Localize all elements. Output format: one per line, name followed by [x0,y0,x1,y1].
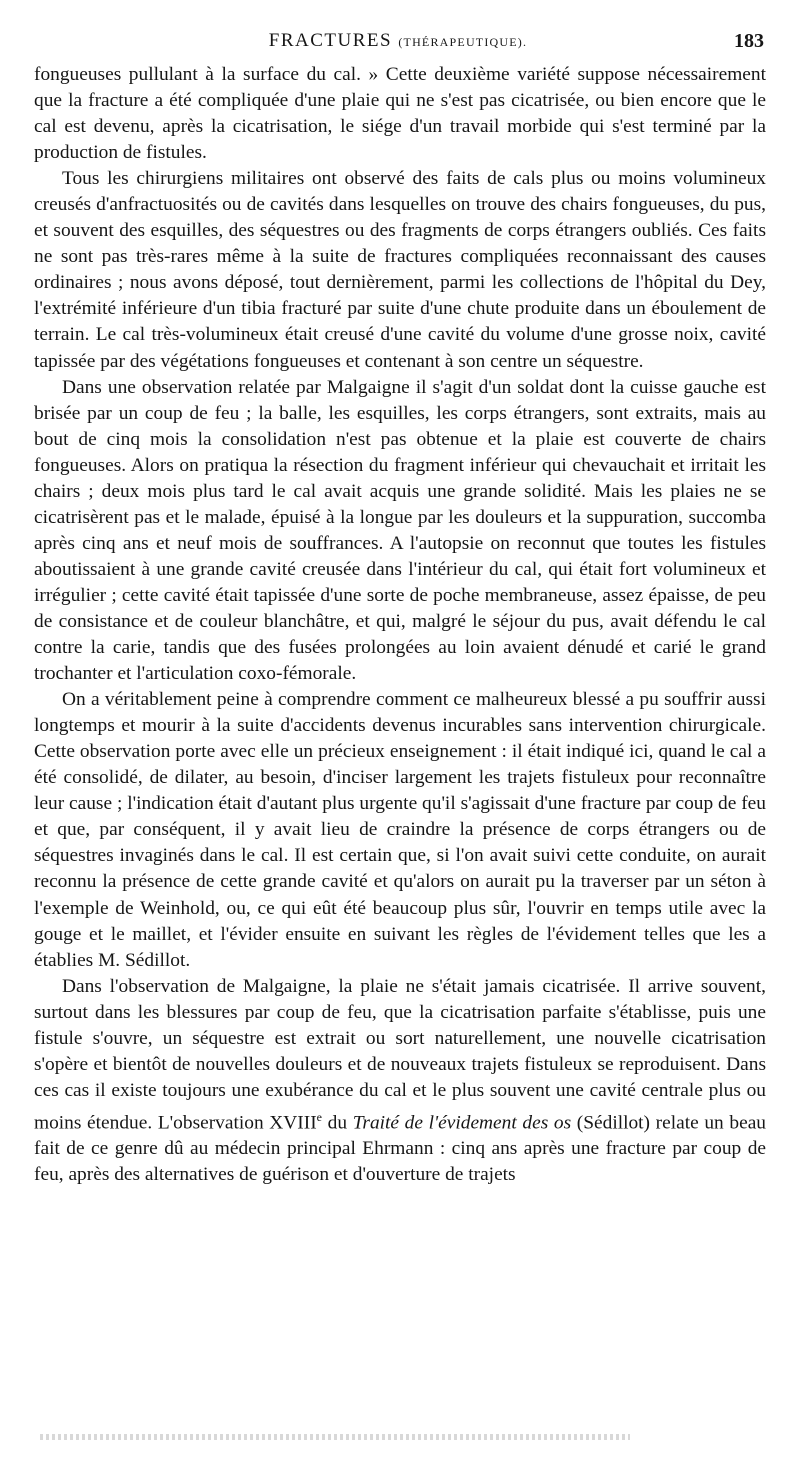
book-title: Traité de l'évidement des os [352,1112,572,1134]
paragraph-text: du [322,1112,353,1134]
paragraph-continued: fongueuses pullulant à la surface du cal. » Cette deuxième variété suppose nécessairement que la fracture a été compliquée d'une plaie qui ne s'est pas cicatrisée, ou bien encore que le cal est devenu, après la cicatrisation, le siége d'un travail morbide qui s'est terminé par la production de fistules. [34,64,766,164]
running-title [32,30,764,52]
page-number: 183 [734,30,764,52]
running-title-main: FRACTURES [268,30,393,51]
paragraph-text: Dans l'observation de Malgaigne, la plaie ne s'était jamais cicatrisée. Il arrive souvent, surtout dans les blessures par coup de feu, que la cicatrisation parfaite s'établisse, puis une fistule s'ouvre, un séquestre est extrait ou sort naturellement, une nouvelle cicatrisation s'opère et bientôt de nouvelles douleurs et de nouveaux trajets fistuleux se reproduisent. Dans ces cas il existe toujours une exubérance du cal et le plus souvent une cavité centrale plus ou moins étendue. L'observation XVIII [34,975,766,1134]
bleed-through-trace [40,1434,630,1440]
paragraph-last [34,974,766,1189]
ordinal-suffix: e [316,1109,322,1124]
paragraph: On a véritablement peine à comprendre comment ce malheureux blessé a pu souffrir aussi longtemps et mourir à la suite d'accidents devenus incurables sans intervention chirurgicale. Cette observation porte avec elle un précieux enseignement : il était indiqué ici, quand le cal a été consolidé, de dilater, au besoin, d'inciser largement les trajets fistuleux pour reconnaître leur cause ; l'indication était d'autant plus urgente qu'il s'agissait d'une fracture par coup de feu et que, par conséquent, il y avait lieu de craindre la présence de corps étrangers ou de séquestres invaginés dans le cal. Il est certain que, si l'on avait suivi cette conduite, on aurait reconnu la présence de cette grande cavité et qu'alors on aurait pu la traverser par un séton à l'exemple de Weinhold, ou, ce qui eût été beaucoup plus sûr, l'ouvrir en temps utile avec la gouge et le maillet, et l'évider ensuite en suivant les règles de l'évidement telles que les a établies M. Sédillot. [34,689,766,971]
paragraph: Tous les chirurgiens militaires ont observé des faits de cals plus ou moins volumineux creusés d'anfractuosités ou de cavités dans lesquelles on trouve des chairs fongueuses, du pus, et souvent des esquilles, des séquestres ou des fragments de corps étrangers oubliés. Ces faits ne sont pas très-rares même à la suite de fractures compliquées reconnaissant des causes ordinaires ; nous avons déposé, tout dernièrement, parmi les collections de l'hôpital du Dey, l'extrémité inférieure d'un tibia fracturé par suite d'une chute produite dans un éboulement de terrain. Le cal très-volumineux était creusé d'une cavité du volume d'une grosse noix, cavité tapissée par des végétations fongueuses et contenant à son centre un séquestre. [34,168,766,372]
paragraph-text: (Sédillot) relate un beau fait de ce genre dû au médecin principal Ehrmann : cinq ans après une fracture par coup de feu, après des alternatives de guérison et d'ouverture de trajets [34,1112,766,1186]
running-head [32,30,764,54]
running-title-subtitle: (THÉRAPEUTIQUE). [398,35,528,49]
paragraph: Dans une observation relatée par Malgaigne il s'agit d'un soldat dont la cuisse gauche est brisée par un coup de feu ; la balle, les esquilles, les corps étrangers, sont extraits, mais au bout de cinq mois la consolidation n'est pas obtenue et la plaie est couverte de chairs fongueuses. Alors on pratiqua la résection du fragment inférieur qui chevauchait et irritait les chairs ; deux mois plus tard le cal avait acquis une grande solidité. Mais les plaies ne se cicatrisèrent pas et le malade, épuisé à la longue par les douleurs et la suppuration, succomba après cinq ans et neuf mois de souffrances. A l'autopsie on reconnut que toutes les fistules aboutissaient à une grande cavité creusée dans l'intérieur du cal, qui était fort volumineux et irrégulier ; cette cavité était tapissée d'une sorte de poche membraneuse, assez épaisse, de peu de consistance et de couleur blanchâtre, et qui, malgré le séjour du pus, avait défendu le cal contre la carie, tandis que des fusées prolongées au loin avaient dénudé et carié le grand trochanter et l'articulation coxo-fémorale. [34,376,766,685]
body-text [34,62,766,1188]
